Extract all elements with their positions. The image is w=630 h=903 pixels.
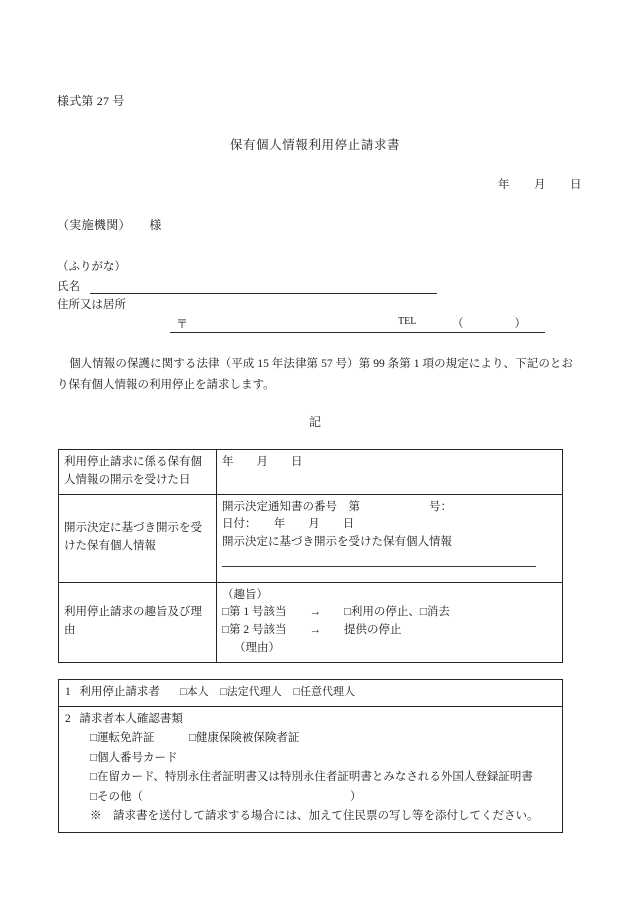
legal-basis-paragraph: 個人情報の保護に関する法律（平成 15 年法律第 57 号）第 99 条第 1 項の規定により、下記のとおり保有個人情報の利用停止を請求します。 [57,358,573,392]
row-label-disclosure-date: 利用停止請求に係る保有個人情報の開示を受けた日 [59,450,217,495]
requester-number: 1 [65,686,71,698]
checkbox-line-item-2[interactable]: □第 2 号該当 → 提供の停止 [222,624,402,637]
tel-label: TEL [398,316,417,327]
document-title: 保有個人情報利用停止請求書 [229,138,401,152]
requester-type-cell[interactable] [59,680,563,707]
request-details-table [58,449,563,663]
table-row [59,582,563,662]
address-label: 住所又は居所 [57,299,126,311]
identity-documents-number: 2 [65,712,71,725]
checkbox-self[interactable]: □本人 [180,686,209,698]
name-label: 氏名 [57,281,80,293]
identity-documents-heading [65,710,556,730]
date-line: 年 月 日 [498,179,582,191]
checkbox-line-license-insurance[interactable]: □運転免許証 □健康保険被保険者証 [90,732,300,745]
cell-line: 日付： 年 月 日 [222,518,355,531]
checkbox-legal-representative[interactable]: □法定代理人 [220,686,282,698]
form-number: 様式第 27 号 [57,94,125,108]
table-row [59,680,563,707]
cell-line: 開示決定通知書の番号 第 号： [222,500,452,513]
row-value-disclosure-date[interactable] [217,450,563,495]
cell-line: 年 月 日 [222,456,303,468]
table-row [59,450,563,495]
row-label-purpose-reason: 利用停止請求の趣旨及び理由 [59,582,217,662]
checkbox-line-item-1[interactable]: □第 1 号該当 → □利用の停止、□消去 [222,606,450,619]
agency-addressee-line: （実施機関） 様 [57,218,162,232]
identity-documents-cell[interactable] [59,706,563,832]
requester-label: 利用停止請求者 [79,686,160,698]
tel-parentheses: （ ） [452,318,527,330]
postal-and-tel-row[interactable] [170,314,545,333]
checkbox-line-other[interactable]: □その他（ ） [90,790,362,803]
row-label-disclosed-info: 開示決定に基づき開示を受けた保有個人情報 [59,494,217,582]
name-write-line[interactable] [90,281,437,294]
row-value-disclosed-info[interactable] [217,494,563,582]
checkbox-line-mynumber-card[interactable]: □個人番号カード [90,751,178,764]
ki-heading: 記 [308,415,321,429]
furigana-label: （ふりがな） [57,261,126,273]
row-value-purpose-reason[interactable] [217,582,563,662]
postal-mark-icon: 〒 [176,317,189,331]
identity-documents-label: 請求者本人確認書類 [79,712,183,725]
checkbox-voluntary-representative[interactable]: □任意代理人 [293,686,355,698]
table-row [59,706,563,832]
free-write-line[interactable] [222,565,536,567]
cell-line: （趣旨） [222,588,268,601]
cell-line-reason: （理由） [234,642,280,655]
identity-verification-table [58,679,563,833]
attachment-note: ※ 請求書を送付して請求する場合には、加えて住民票の写し等を添付してください。 [90,810,539,823]
checkbox-line-residence-card[interactable]: □在留カード、特別永住者証明書又は特別永住者証明書とみなされる外国人登録証明書 [90,771,533,784]
name-field-row [57,278,437,294]
table-row [59,494,563,582]
cell-line: 開示決定に基づき開示を受けた保有個人情報 [222,536,452,549]
